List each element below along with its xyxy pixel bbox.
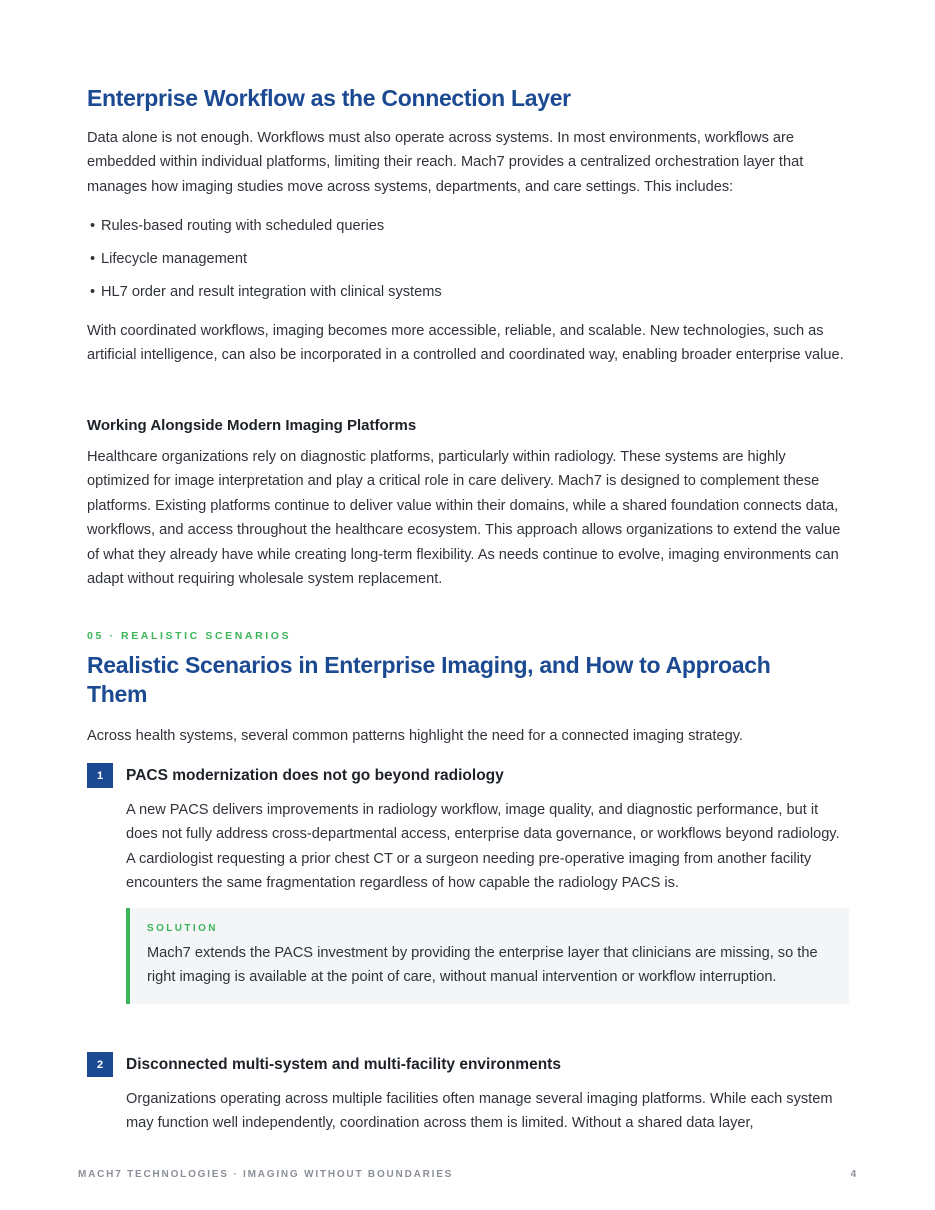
footer-text: MACH7 TECHNOLOGIES · IMAGING WITHOUT BOUNDARIES — [78, 1169, 454, 1180]
section-title-scenarios: Realistic Scenarios in Enterprise Imaging, and How to Approach Them — [87, 652, 771, 707]
solution-callout — [126, 908, 849, 1004]
bullet-item: • HL7 order and result integration with clinical systems — [90, 284, 442, 300]
page-footer — [78, 1169, 858, 1180]
scenario-title: Disconnected multi-system and multi-facility environments — [126, 1056, 561, 1073]
scenario-number-badge: 2 — [87, 1052, 113, 1077]
scenario-body: Organizations operating across multiple facilities often manage several imaging platforms. While each system may function well independently, coordination across them is limited. Without a shared data layer, — [126, 1091, 833, 1132]
solution-label: SOLUTION — [147, 923, 218, 934]
bullet-item: • Lifecycle management — [90, 251, 248, 267]
page-number: 4 — [850, 1169, 858, 1180]
solution-text: Mach7 extends the PACS investment by providing the enterprise layer that clinicians are missing, so the right imaging is available at the point of care, without manual intervention or workflow interruption. — [147, 945, 818, 986]
scenario-item-1 — [87, 763, 849, 896]
section-eyebrow: 05 · REALISTIC SCENARIOS — [87, 630, 292, 642]
bullet-item: • Rules-based routing with scheduled queries — [90, 218, 385, 234]
section-title-workflow: Enterprise Workflow as the Connection Layer — [87, 85, 571, 111]
workflow-intro: Data alone is not enough. Workflows must also operate across systems. In most environments, workflows are embedded within individual platforms, limiting their reach. Mach7 provides a centralized orchestration layer that manages how imaging studies move across systems, departments, and care settings. This includes: — [87, 130, 804, 195]
workflow-bullet-list — [87, 216, 849, 315]
workflow-closing: With coordinated workflows, imaging becomes more accessible, reliable, and scalable. New technologies, such as artificial intelligence, can also be incorporated in a controlled and coordinated way, enabling broader enterprise value. — [87, 323, 844, 364]
scenario-title: PACS modernization does not go beyond radiology — [126, 767, 504, 784]
subsection-title: Working Alongside Modern Imaging Platforms — [87, 417, 417, 434]
scenarios-intro: Across health systems, several common patterns highlight the need for a connected imaging strategy. — [87, 728, 743, 744]
scenario-item-2 — [87, 1052, 849, 1136]
subsection-body: Healthcare organizations rely on diagnostic platforms, particularly within radiology. These systems are highly optimized for image interpretation and play a critical role in care delivery. Mach7 is designed to complement these platforms. Existing platforms continue to deliver value within their domains, while a shared foundation connects data, workflows, and access throughout the healthcare ecosystem. This approach allows organizations to extend the value of what they already have while creating long-term flexibility. As needs continue to evolve, imaging environments can adapt without requiring wholesale system replacement. — [87, 449, 841, 588]
scenario-number-badge: 1 — [87, 763, 113, 788]
scenario-body: A new PACS delivers improvements in radiology workflow, image quality, and diagnostic performance, but it does not fully address cross-departmental access, enterprise data governance, or workflows beyond radiology. A cardiologist requesting a prior chest CT or a surgeon needing pre-operative imaging from another facility encounters the same fragmentation regardless of how capable the radiology PACS is. — [126, 802, 840, 892]
